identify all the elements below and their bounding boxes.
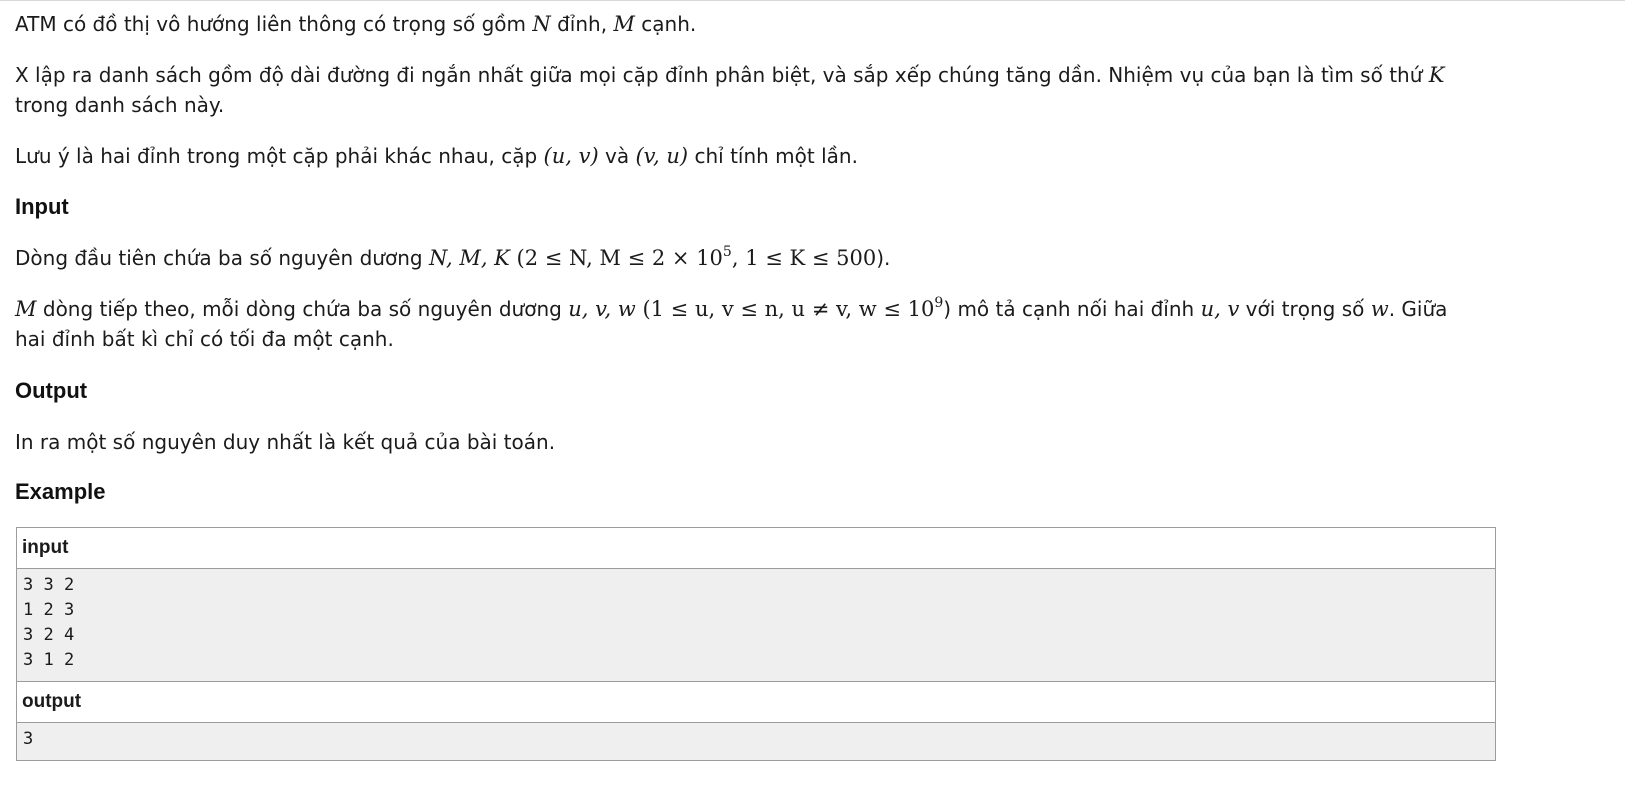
text-span: chỉ tính một lần. <box>688 144 858 168</box>
math-m: M <box>613 12 635 36</box>
math-constraint: (2 ≤ N, M ≤ 2 × 10 <box>509 246 723 270</box>
text-span: ). <box>876 246 891 270</box>
example-input-body[interactable] <box>17 569 1495 682</box>
input-line: 1 2 3 <box>23 600 75 620</box>
text-span: đỉnh, <box>550 12 614 36</box>
example-heading: Example <box>15 479 106 504</box>
text-span: Lưu ý là hai đỉnh trong một cặp phải khác nhau, cặp <box>15 144 544 168</box>
text-span: ) mô tả cạnh nối hai đỉnh <box>943 297 1201 321</box>
text-span: hai đỉnh bất kì chỉ có tối đa một cạnh. <box>15 327 394 351</box>
input-paragraph-2 <box>15 294 1447 354</box>
input-line: 3 1 2 <box>23 650 75 670</box>
math-exponent: 5 <box>722 244 732 260</box>
top-divider <box>0 0 1625 1</box>
statement-paragraph-3 <box>15 141 858 171</box>
text-span: . Giữa <box>1388 297 1448 321</box>
text-span: ATM có đồ thị vô hướng liên thông có trọng số gồm <box>15 12 533 36</box>
input-heading: Input <box>15 194 69 219</box>
math-pair-vu: (v, u) <box>635 144 689 168</box>
text-span: Dòng đầu tiên chứa ba số nguyên dương <box>15 246 429 270</box>
text-span: với trọng số <box>1239 297 1371 321</box>
text-span: dòng tiếp theo, mỗi dòng chứa ba số nguyên dương <box>36 297 569 321</box>
text-span: và <box>598 144 636 168</box>
input-line: 3 3 2 <box>23 575 75 595</box>
example-output-title: output <box>17 682 1495 723</box>
output-line: 3 <box>23 729 34 749</box>
math-exponent: 9 <box>934 295 944 311</box>
output-heading: Output <box>15 378 88 403</box>
text-span: X lập ra danh sách gồm độ dài đường đi ngắn nhất giữa mọi cặp đỉnh phân biệt, và sắp xếp chúng tăng dần. Nhiệm vụ của bạn là tìm số thứ <box>15 63 1429 87</box>
input-paragraph-1 <box>15 243 890 273</box>
math-nmk: N, M, K <box>428 246 510 270</box>
math-constraint: , 1 ≤ K ≤ 500 <box>731 246 877 270</box>
example-input-box <box>16 527 1496 683</box>
text-span: trong danh sách này. <box>15 93 225 117</box>
math-k: K <box>1428 63 1445 87</box>
statement-paragraph-2 <box>15 60 1444 120</box>
math-pair-uv: (u, v) <box>543 144 599 168</box>
example-output-body[interactable] <box>17 723 1495 760</box>
math-n: N <box>532 12 551 36</box>
math-m: M <box>15 297 37 321</box>
example-output-box <box>16 681 1496 761</box>
output-paragraph: In ra một số nguyên duy nhất là kết quả của bài toán. <box>15 430 556 454</box>
example-input-title: input <box>17 528 1495 569</box>
math-uvw: u, v, w <box>568 297 636 321</box>
input-line: 3 2 4 <box>23 625 75 645</box>
statement-paragraph-1 <box>15 9 696 39</box>
math-constraint: (1 ≤ u, v ≤ n, u ≠ v, w ≤ 10 <box>635 297 935 321</box>
text-span: cạnh. <box>634 12 697 36</box>
math-uv: u, v <box>1200 297 1240 321</box>
math-w: w <box>1370 297 1389 321</box>
